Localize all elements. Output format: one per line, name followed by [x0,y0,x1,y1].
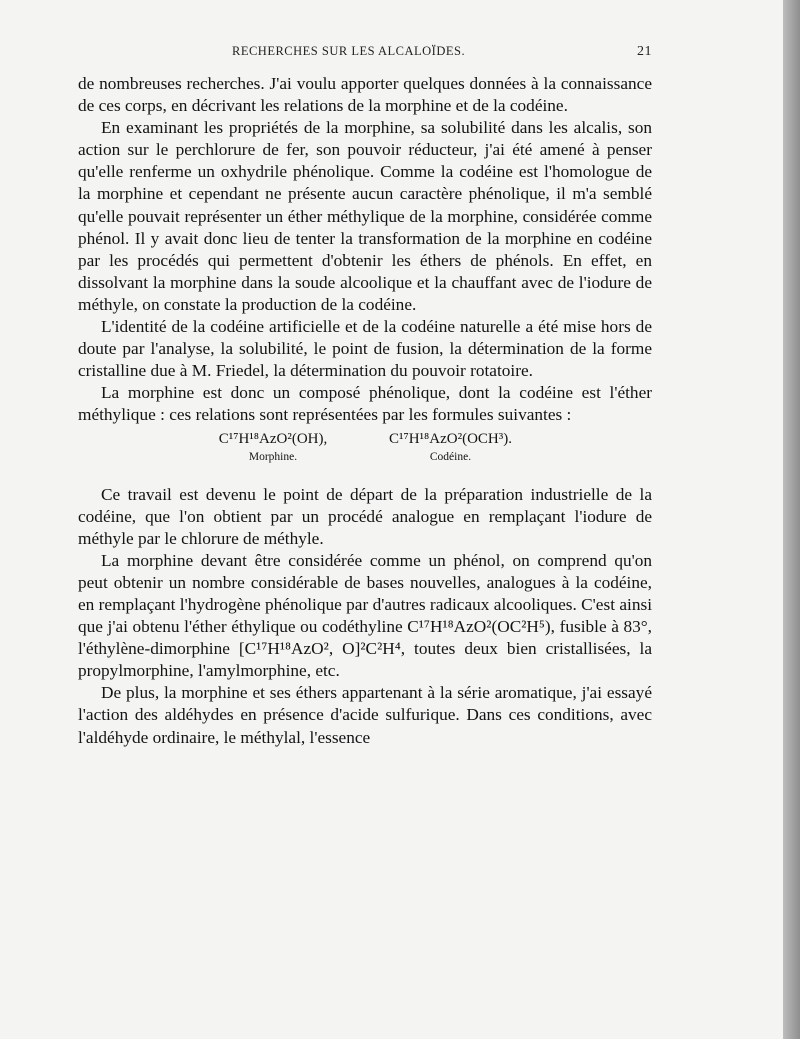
running-title: RECHERCHES SUR LES ALCALOÏDES. [232,44,466,58]
scan-edge-shadow [783,0,800,1039]
spacer [78,474,652,484]
paragraph: En examinant les propriétés de la morphine, sa solubilité dans les alcalis, son action sur le perchlorure de fer, son pouvoir réducteur, j'ai été amené à penser qu'elle renferme un oxhydrile phénolique. Comme la codéine est l'homologue de la morphine et cependant ne présente aucun caractère phénolique, il m'a semblé qu'elle pouvait représenter un éther méthylique de la morphine, considérée comme phénol. Il y avait donc lieu de tenter la transformation de la morphine en codéine par les procédés qui permettent d'obtenir les éthers de phénols. En effet, en dissolvant la morphine dans la soude alcoolique et la chauffant avec de l'iodure de méthyle, on constate la production de la codéine. [78,118,652,314]
codeine-formula [368,429,533,465]
paragraph: La morphine devant être considérée comme un phénol, on comprend qu'on peut obtenir un nombre considérable de bases nouvelles, analogues à la codéine, en remplaçant l'hydrogène phénolique par d'autres radicaux alcooliques. C'est ainsi que j'ai obtenu l'éther éthylique ou codéthyline C¹⁷H¹⁸AzO²(OC²H⁵), fusible à 83°, l'éthylène-dimorphine [C¹⁷H¹⁸AzO², O]²C²H⁴, toutes deux bien cristallisées, la propylmorphine, l'amylmorphine, etc. [78,550,652,681]
morphine-formula-label: Morphine. [248,450,298,463]
formula-block [78,429,652,473]
paragraph: La morphine est donc un composé phénolique, dont la codéine est l'éther méthylique : ces relations sont représentées par les formules suivantes : [78,383,652,425]
page-number: 21 [637,44,652,59]
morphine-formula-expression: C¹⁷H¹⁸AzO²(OH), [218,430,328,447]
paragraph: De plus, la morphine et ses éthers appartenant à la série aromatique, j'ai essayé l'action des aldéhydes en présence d'acide sulfurique. Dans ces conditions, avec l'aldéhyde ordinaire, le méthylal, l'essence [78,683,652,747]
morphine-formula [198,429,348,465]
paragraph: Ce travail est devenu le point de départ de la préparation industrielle de la codéine, que l'on obtient par un procédé analogue en remplaçant l'iodure de méthyle par le chlorure de méthyle. [78,484,652,548]
body-text [78,73,652,749]
codeine-formula-label: Codéine. [429,450,472,463]
paragraph: L'identité de la codéine artificielle et de la codéine naturelle a été mise hors de doute par l'analyse, la solubilité, le point de fusion, la détermination de la forme cristalline due à M. Friedel, la détermination du pouvoir rotatoire. [78,317,652,381]
codeine-formula-expression: C¹⁷H¹⁸AzO²(OCH³). [388,430,513,447]
paragraph: de nombreuses recherches. J'ai voulu apporter quelques données à la connaissance de ces corps, en décrivant les relations de la morphine et de la codéine. [78,74,652,116]
